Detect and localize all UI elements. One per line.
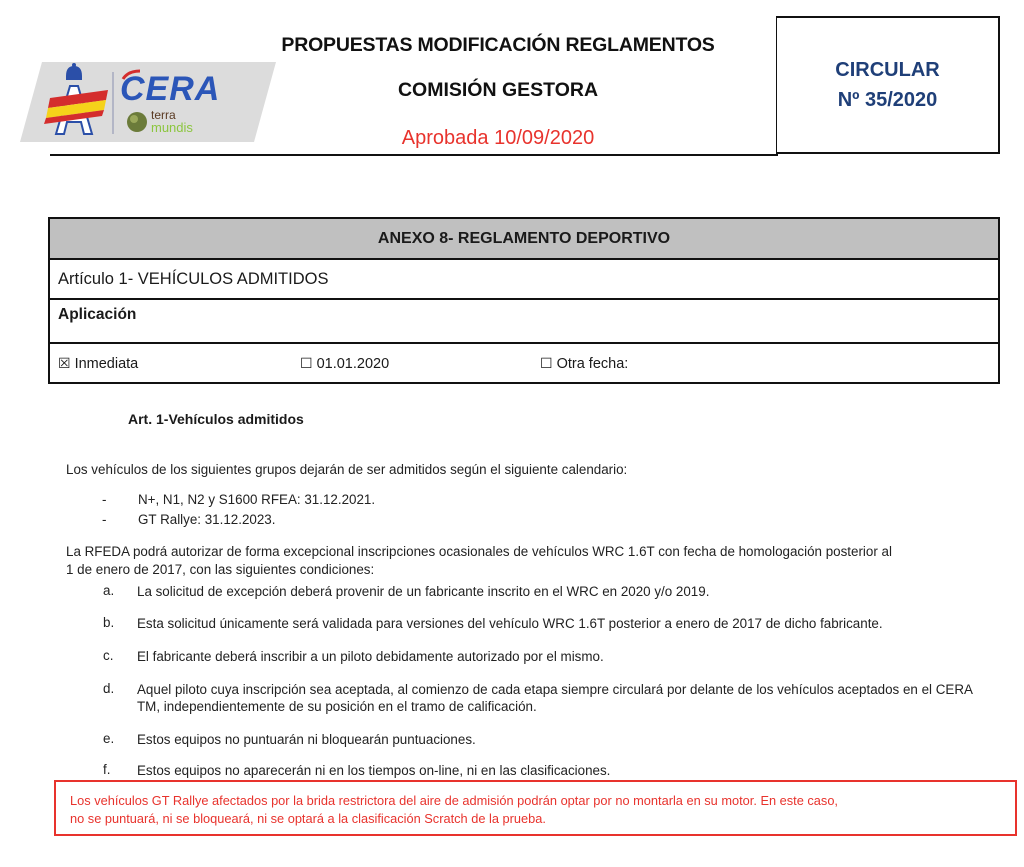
option-inmediata[interactable]: [58, 344, 138, 383]
list-marker: b.: [103, 615, 115, 630]
date-item-text: N+, N1, N2 y S1600 RFEA: 31.12.2021.: [138, 492, 376, 507]
intro-paragraph: Los vehículos de los siguientes grupos dejarán de ser admitidos según el siguiente calendario:: [66, 462, 628, 477]
rfeda-paragraph-line1: La RFEDA podrá autorizar de forma excepcional inscripciones ocasionales de vehículos WRC 1.6T con fecha de homologación posterior al: [66, 544, 892, 559]
list-marker: c.: [103, 648, 114, 663]
note-line1: Los vehículos GT Rallye afectados por la brida restrictora del aire de admisión podrán optar por no montarla en su motor. En este caso,: [70, 793, 838, 808]
condition-text: Esta solicitud únicamente será validada para versiones del vehículo WRC 1.6T posterior a enero de 2017 de dicho fabricante.: [137, 616, 883, 631]
list-marker: e.: [103, 731, 115, 746]
condition-text: La solicitud de excepción deberá provenir de un fabricante inscrito en el WRC en 2020 y/o 2019.: [137, 584, 710, 599]
document-subtitle: COMISIÓN GESTORA: [397, 79, 599, 101]
list-marker: f.: [103, 762, 111, 777]
option-01-01-2020[interactable]: [300, 344, 389, 383]
option-label: Otra fecha:: [556, 356, 629, 372]
condition-text: Estos equipos no puntuarán ni bloquearán puntuaciones.: [137, 732, 476, 747]
list-marker: d.: [103, 681, 115, 696]
checked-checkbox-icon[interactable]: ☒: [58, 355, 71, 371]
application-options: [50, 344, 998, 382]
note-line2: no se puntuará, ni se bloqueará, ni se optará a la clasificación Scratch de la prueba.: [70, 811, 546, 826]
rfeda-paragraph-line2: 1 de enero de 2017, con las siguientes condiciones:: [66, 562, 375, 577]
article-title: Artículo 1- VEHÍCULOS ADMITIDOS: [50, 260, 998, 300]
option-otra-fecha[interactable]: [540, 344, 628, 383]
mundis-text: mundis: [151, 120, 193, 135]
list-marker: a.: [103, 583, 115, 598]
condition-text: Estos equipos no aparecerán ni en los tiempos on-line, ni en las clasificaciones.: [137, 763, 611, 778]
unchecked-checkbox-icon[interactable]: ☐: [300, 355, 313, 371]
approval-date: Aprobada 10/09/2020: [401, 127, 595, 149]
circular-number: Nº 35/2020: [837, 89, 938, 111]
annex-title: ANEXO 8- REGLAMENTO DEPORTIVO: [50, 219, 998, 260]
option-label: Inmediata: [74, 356, 139, 372]
date-item-text: GT Rallye: 31.12.2023.: [138, 512, 276, 527]
date-item: [102, 512, 702, 530]
cera-wordmark: CERA: [120, 70, 221, 108]
header-divider: [50, 154, 778, 156]
document-title: PROPUESTAS MODIFICACIÓN REGLAMENTOS: [281, 34, 715, 56]
terra-text: terra: [151, 108, 176, 122]
application-label: Aplicación: [50, 300, 998, 344]
unchecked-checkbox-icon[interactable]: ☐: [540, 355, 553, 371]
gt-rallye-note: [54, 780, 1017, 836]
option-label: 01.01.2020: [316, 356, 390, 372]
condition-text: El fabricante deberá inscribir a un piloto debidamente autorizado por el mismo.: [137, 649, 604, 664]
dash-bullet: -: [102, 492, 107, 507]
globe-icon: [127, 112, 147, 132]
circular-label: CIRCULAR: [835, 59, 940, 81]
date-item: [102, 492, 702, 510]
condition-text: Aquel piloto cuya inscripción sea aceptada, al comienzo de cada etapa siempre circulará por delante de los vehículos aceptados en el CERA TM, independientemente de su posición en el tramo de calificación.: [137, 682, 973, 714]
dash-bullet: -: [102, 512, 107, 527]
article-heading: Art. 1-Vehículos admitidos: [128, 411, 304, 427]
annex-table: [48, 217, 1000, 384]
circular-box: [776, 16, 1000, 154]
